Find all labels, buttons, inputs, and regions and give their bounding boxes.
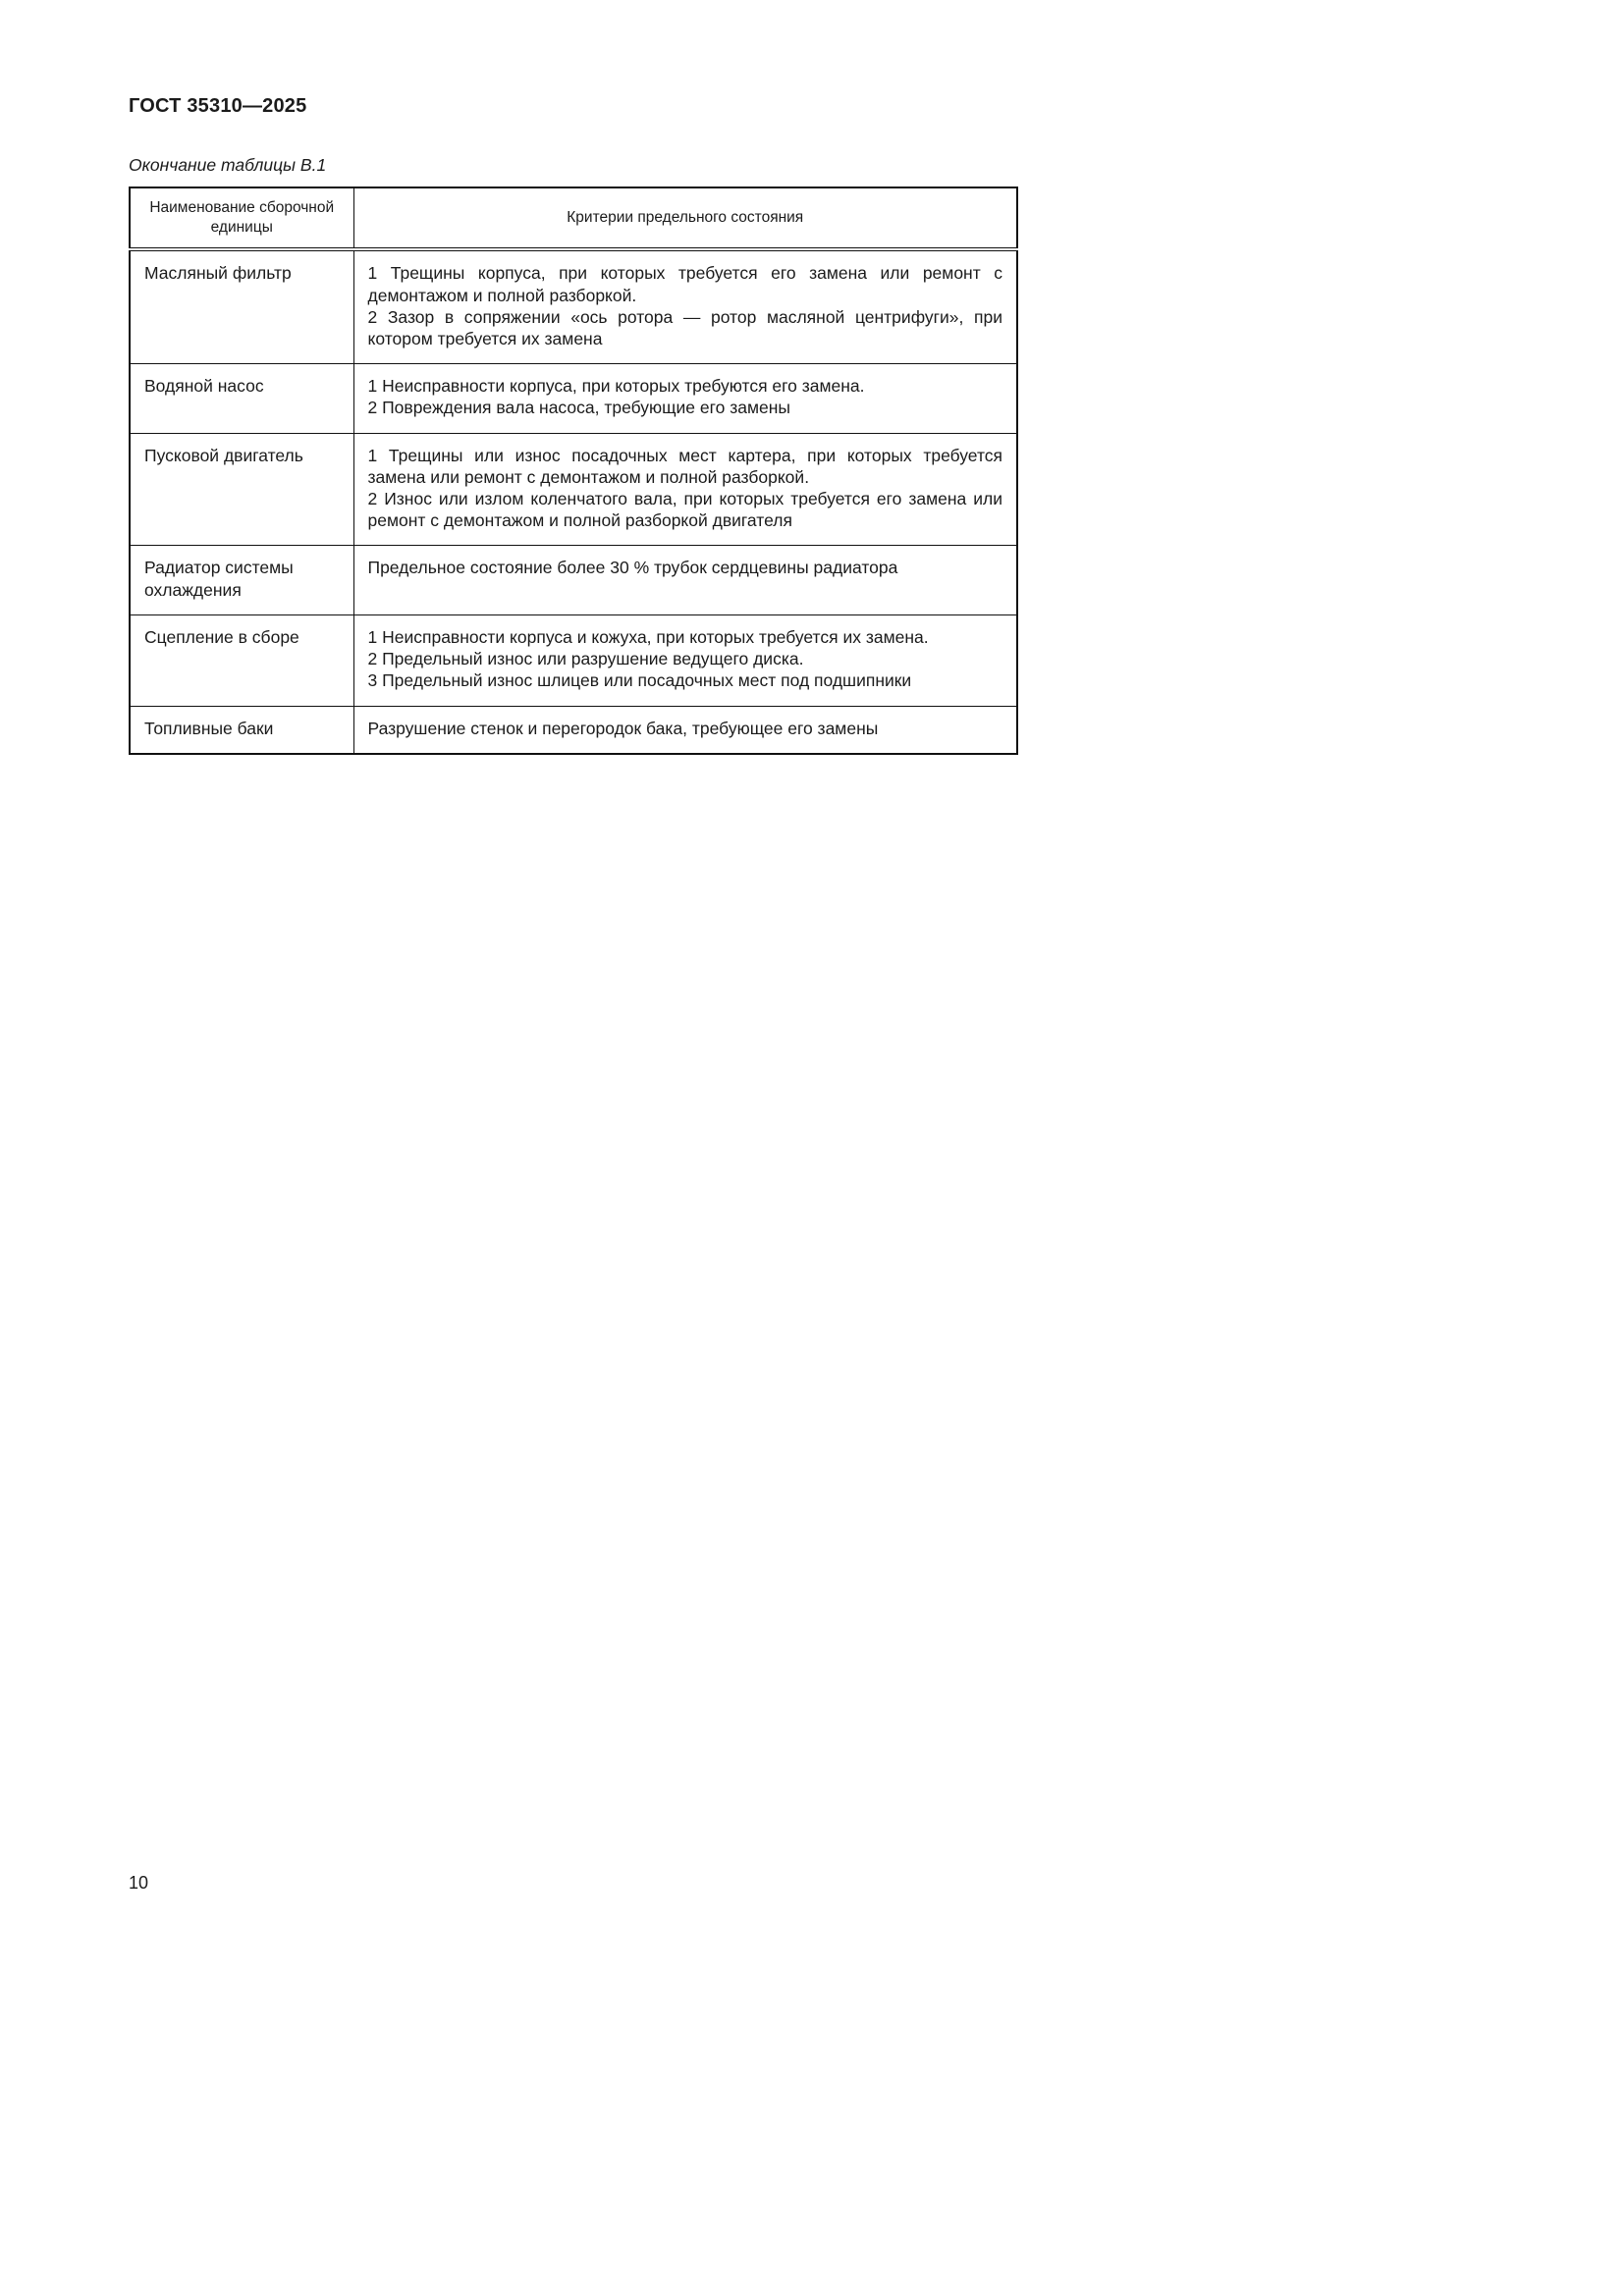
criteria-item: 2 Предельный износ или разрушение ведущего диска. [367,649,804,669]
criteria-item: Разрушение стенок и перегородок бака, требующее его замены [367,718,879,738]
limit-state-criteria-table [129,187,1018,755]
unit-name-cell: Сцепление в сборе [130,614,353,706]
criteria-cell [353,433,1017,546]
unit-name-cell: Пусковой двигатель [130,433,353,546]
unit-name-cell: Масляный фильтр [130,249,353,363]
unit-name-cell: Топливные баки [130,706,353,754]
criteria-item: 2 Износ или излом коленчатого вала, при которых требуется его замена или ремонт с демонтажом и полной разборкой двигателя [367,489,1002,531]
table-row [130,433,1017,546]
criteria-item: 3 Предельный износ шлицев или посадочных мест под подшипники [367,670,912,691]
table-row [130,546,1017,614]
criteria-cell [353,546,1017,614]
criteria-item: 1 Трещины или износ посадочных мест картера, при которых требуется замена или ремонт с демонтажом и полной разборкой. [367,445,1002,487]
criteria-item: 2 Повреждения вала насоса, требующие его замены [367,398,790,418]
criteria-item: 1 Неисправности корпуса и кожуха, при которых требуется их замена. [367,626,929,647]
table-row [130,249,1017,363]
table-row [130,706,1017,754]
column-header-unit-name: Наименование сборочной единицы [130,187,353,249]
table-caption: Окончание таблицы В.1 [129,155,327,175]
criteria-cell [353,706,1017,754]
unit-name-cell: Водяной насос [130,364,353,433]
unit-name-cell: Радиатор системы охлаждения [130,546,353,614]
criteria-item: 2 Зазор в сопряжении «ось ротора — ротор масляной центрифуги», при котором требуется их замена [367,306,1002,348]
table-row [130,614,1017,706]
criteria-cell [353,364,1017,433]
page-number: 10 [129,1873,149,1893]
table-row [130,364,1017,433]
criteria-cell [353,249,1017,363]
content-block [129,95,1018,755]
column-header-criteria: Критерии предельного состояния [353,187,1017,249]
criteria-item: Предельное состояние более 30 % трубок сердцевины радиатора [367,558,898,578]
criteria-item: 1 Трещины корпуса, при которых требуется его замена или ремонт с демонтажом и полной разборкой. [367,263,1002,305]
table-header-row [130,187,1017,249]
criteria-cell [353,614,1017,706]
criteria-item: 1 Неисправности корпуса, при которых требуются его замена. [367,376,865,397]
document-code: ГОСТ 35310—2025 [129,95,307,117]
